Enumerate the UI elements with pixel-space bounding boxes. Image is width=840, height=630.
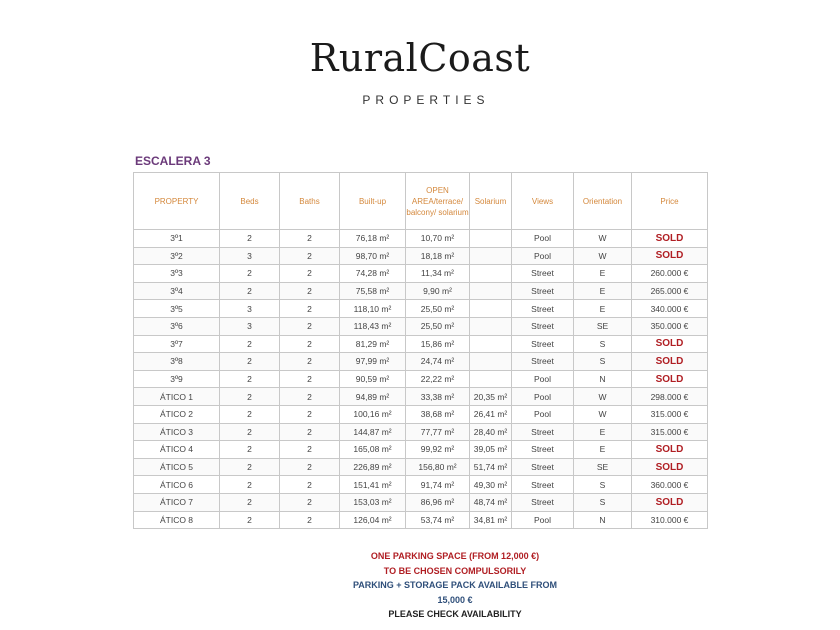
cell-property: ÁTICO 8	[134, 511, 220, 529]
table-row	[134, 317, 708, 335]
cell-property: 3º8	[134, 353, 220, 371]
cell-price: 315.000 €	[632, 423, 708, 441]
parking-notes	[0, 549, 840, 622]
units-table-body	[134, 230, 708, 529]
cell-baths: 2	[280, 247, 340, 265]
cell-views: Street	[512, 335, 574, 353]
cell-built-up: 81,29 m²	[340, 335, 406, 353]
cell-built-up: 153,03 m²	[340, 493, 406, 511]
cell-baths: 2	[280, 423, 340, 441]
cell-solarium: 28,40 m²	[470, 423, 512, 441]
cell-baths: 2	[280, 441, 340, 459]
cell-orientation: E	[574, 300, 632, 318]
cell-solarium	[470, 317, 512, 335]
cell-price: 360.000 €	[632, 476, 708, 494]
brand-tagline: PROPERTIES	[362, 93, 490, 107]
table-row	[134, 335, 708, 353]
cell-beds: 3	[220, 317, 280, 335]
cell-open-area: 53,74 m²	[406, 511, 470, 529]
cell-open-area: 86,96 m²	[406, 493, 470, 511]
cell-orientation: S	[574, 476, 632, 494]
table-row	[134, 370, 708, 388]
cell-beds: 2	[220, 230, 280, 248]
cell-price: 265.000 €	[632, 282, 708, 300]
cell-baths: 2	[280, 370, 340, 388]
cell-open-area: 15,86 m²	[406, 335, 470, 353]
units-table	[133, 172, 708, 529]
note-storage-pack: PARKING + STORAGE PACK AVAILABLE FROM	[352, 580, 558, 590]
cell-baths: 2	[280, 300, 340, 318]
cell-views: Street	[512, 317, 574, 335]
cell-orientation: E	[574, 441, 632, 459]
table-row	[134, 423, 708, 441]
cell-baths: 2	[280, 282, 340, 300]
cell-built-up: 126,04 m²	[340, 511, 406, 529]
cell-built-up: 118,43 m²	[340, 317, 406, 335]
table-row	[134, 247, 708, 265]
note-check-availability: PLEASE CHECK AVAILABILITY	[388, 609, 522, 619]
cell-beds: 2	[220, 423, 280, 441]
cell-views: Pool	[512, 388, 574, 406]
cell-built-up: 165,08 m²	[340, 441, 406, 459]
cell-orientation: SE	[574, 458, 632, 476]
cell-built-up: 75,58 m²	[340, 282, 406, 300]
cell-views: Pool	[512, 230, 574, 248]
cell-orientation: W	[574, 230, 632, 248]
header-baths: Baths	[280, 173, 340, 230]
cell-beds: 2	[220, 511, 280, 529]
cell-open-area: 33,38 m²	[406, 388, 470, 406]
cell-beds: 2	[220, 335, 280, 353]
cell-built-up: 97,99 m²	[340, 353, 406, 371]
cell-baths: 2	[280, 476, 340, 494]
cell-open-area: 156,80 m²	[406, 458, 470, 476]
cell-beds: 2	[220, 265, 280, 283]
cell-open-area: 11,34 m²	[406, 265, 470, 283]
header-built-up: Built-up	[340, 173, 406, 230]
cell-solarium	[470, 335, 512, 353]
cell-orientation: S	[574, 493, 632, 511]
cell-beds: 3	[220, 300, 280, 318]
cell-solarium: 49,30 m²	[470, 476, 512, 494]
section-title: ESCALERA 3	[135, 154, 211, 168]
cell-orientation: SE	[574, 317, 632, 335]
cell-beds: 2	[220, 458, 280, 476]
note-parking-space: ONE PARKING SPACE (FROM 12,000 €)	[370, 551, 540, 561]
cell-property: ÁTICO 2	[134, 405, 220, 423]
cell-built-up: 74,28 m²	[340, 265, 406, 283]
cell-solarium: 26,41 m²	[470, 405, 512, 423]
cell-solarium	[470, 282, 512, 300]
cell-open-area: 99,92 m²	[406, 441, 470, 459]
cell-beds: 2	[220, 370, 280, 388]
cell-property: 3º4	[134, 282, 220, 300]
cell-views: Street	[512, 458, 574, 476]
note-compulsory: TO BE CHOSEN COMPULSORILY	[383, 565, 527, 576]
cell-open-area: 25,50 m²	[406, 317, 470, 335]
cell-price: SOLD	[632, 247, 708, 265]
cell-views: Street	[512, 493, 574, 511]
cell-open-area: 9,90 m²	[406, 282, 470, 300]
cell-baths: 2	[280, 353, 340, 371]
table-row	[134, 458, 708, 476]
table-row	[134, 353, 708, 371]
cell-open-area: 77,77 m²	[406, 423, 470, 441]
cell-orientation: N	[574, 511, 632, 529]
cell-beds: 2	[220, 493, 280, 511]
cell-property: ÁTICO 1	[134, 388, 220, 406]
cell-solarium: 51,74 m²	[470, 458, 512, 476]
cell-beds: 2	[220, 441, 280, 459]
cell-solarium	[470, 230, 512, 248]
cell-views: Pool	[512, 405, 574, 423]
cell-price: 260.000 €	[632, 265, 708, 283]
cell-baths: 2	[280, 511, 340, 529]
cell-orientation: W	[574, 388, 632, 406]
note-storage-price: 15,000 €	[437, 594, 473, 605]
cell-orientation: S	[574, 335, 632, 353]
cell-property: ÁTICO 5	[134, 458, 220, 476]
cell-property: 3º2	[134, 247, 220, 265]
cell-property: 3º9	[134, 370, 220, 388]
cell-built-up: 98,70 m²	[340, 247, 406, 265]
header-property: PROPERTY	[134, 173, 220, 230]
cell-baths: 2	[280, 405, 340, 423]
table-header-row	[134, 173, 708, 230]
cell-baths: 2	[280, 317, 340, 335]
table-row	[134, 388, 708, 406]
table-row	[134, 282, 708, 300]
cell-built-up: 100,16 m²	[340, 405, 406, 423]
cell-views: Street	[512, 476, 574, 494]
cell-views: Street	[512, 441, 574, 459]
cell-beds: 2	[220, 405, 280, 423]
cell-property: ÁTICO 6	[134, 476, 220, 494]
cell-open-area: 38,68 m²	[406, 405, 470, 423]
cell-price: SOLD	[632, 493, 708, 511]
cell-beds: 2	[220, 282, 280, 300]
cell-property: 3º7	[134, 335, 220, 353]
table-row	[134, 300, 708, 318]
cell-baths: 2	[280, 335, 340, 353]
cell-baths: 2	[280, 458, 340, 476]
header-solarium: Solarium	[470, 173, 512, 230]
cell-views: Street	[512, 265, 574, 283]
cell-baths: 2	[280, 265, 340, 283]
cell-price: 350.000 €	[632, 317, 708, 335]
cell-orientation: N	[574, 370, 632, 388]
cell-property: ÁTICO 4	[134, 441, 220, 459]
cell-solarium: 39,05 m²	[470, 441, 512, 459]
cell-orientation: S	[574, 353, 632, 371]
cell-open-area: 24,74 m²	[406, 353, 470, 371]
cell-open-area: 22,22 m²	[406, 370, 470, 388]
table-row	[134, 476, 708, 494]
cell-built-up: 94,89 m²	[340, 388, 406, 406]
header-open-area: OPEN AREA/terrace/ balcony/ solarium	[406, 173, 470, 230]
cell-orientation: W	[574, 405, 632, 423]
cell-views: Street	[512, 282, 574, 300]
cell-price: 298.000 €	[632, 388, 708, 406]
header-price: Price	[632, 173, 708, 230]
cell-built-up: 151,41 m²	[340, 476, 406, 494]
cell-beds: 3	[220, 247, 280, 265]
cell-price: SOLD	[632, 353, 708, 371]
cell-beds: 2	[220, 388, 280, 406]
cell-price: SOLD	[632, 370, 708, 388]
table-row	[134, 405, 708, 423]
brand-logo: RuralCoast	[309, 36, 531, 80]
cell-built-up: 76,18 m²	[340, 230, 406, 248]
header-beds: Beds	[220, 173, 280, 230]
cell-property: ÁTICO 7	[134, 493, 220, 511]
cell-built-up: 226,89 m²	[340, 458, 406, 476]
cell-property: 3º1	[134, 230, 220, 248]
cell-built-up: 90,59 m²	[340, 370, 406, 388]
cell-views: Street	[512, 423, 574, 441]
cell-property: 3º3	[134, 265, 220, 283]
cell-open-area: 18,18 m²	[406, 247, 470, 265]
cell-property: ÁTICO 3	[134, 423, 220, 441]
cell-property: 3º5	[134, 300, 220, 318]
cell-built-up: 144,87 m²	[340, 423, 406, 441]
cell-solarium	[470, 353, 512, 371]
cell-beds: 2	[220, 476, 280, 494]
cell-price: 340.000 €	[632, 300, 708, 318]
cell-price: SOLD	[632, 458, 708, 476]
cell-views: Street	[512, 300, 574, 318]
cell-property: 3º6	[134, 317, 220, 335]
header-orientation: Orientation	[574, 173, 632, 230]
cell-orientation: E	[574, 265, 632, 283]
cell-views: Street	[512, 353, 574, 371]
table-row	[134, 441, 708, 459]
table-row	[134, 230, 708, 248]
cell-views: Pool	[512, 370, 574, 388]
cell-solarium	[470, 247, 512, 265]
cell-built-up: 118,10 m²	[340, 300, 406, 318]
cell-solarium	[470, 265, 512, 283]
table-row	[134, 511, 708, 529]
cell-price: SOLD	[632, 230, 708, 248]
cell-solarium: 34,81 m²	[470, 511, 512, 529]
cell-orientation: E	[574, 282, 632, 300]
cell-orientation: W	[574, 247, 632, 265]
table-row	[134, 265, 708, 283]
cell-solarium	[470, 300, 512, 318]
cell-price: SOLD	[632, 441, 708, 459]
cell-open-area: 91,74 m²	[406, 476, 470, 494]
cell-price: 315.000 €	[632, 405, 708, 423]
cell-views: Pool	[512, 511, 574, 529]
cell-solarium	[470, 370, 512, 388]
cell-price: SOLD	[632, 335, 708, 353]
cell-price: 310.000 €	[632, 511, 708, 529]
cell-solarium: 48,74 m²	[470, 493, 512, 511]
cell-baths: 2	[280, 493, 340, 511]
cell-baths: 2	[280, 230, 340, 248]
cell-solarium: 20,35 m²	[470, 388, 512, 406]
cell-baths: 2	[280, 388, 340, 406]
cell-orientation: E	[574, 423, 632, 441]
cell-open-area: 10,70 m²	[406, 230, 470, 248]
header-views: Views	[512, 173, 574, 230]
cell-views: Pool	[512, 247, 574, 265]
cell-beds: 2	[220, 353, 280, 371]
cell-open-area: 25,50 m²	[406, 300, 470, 318]
table-row	[134, 493, 708, 511]
